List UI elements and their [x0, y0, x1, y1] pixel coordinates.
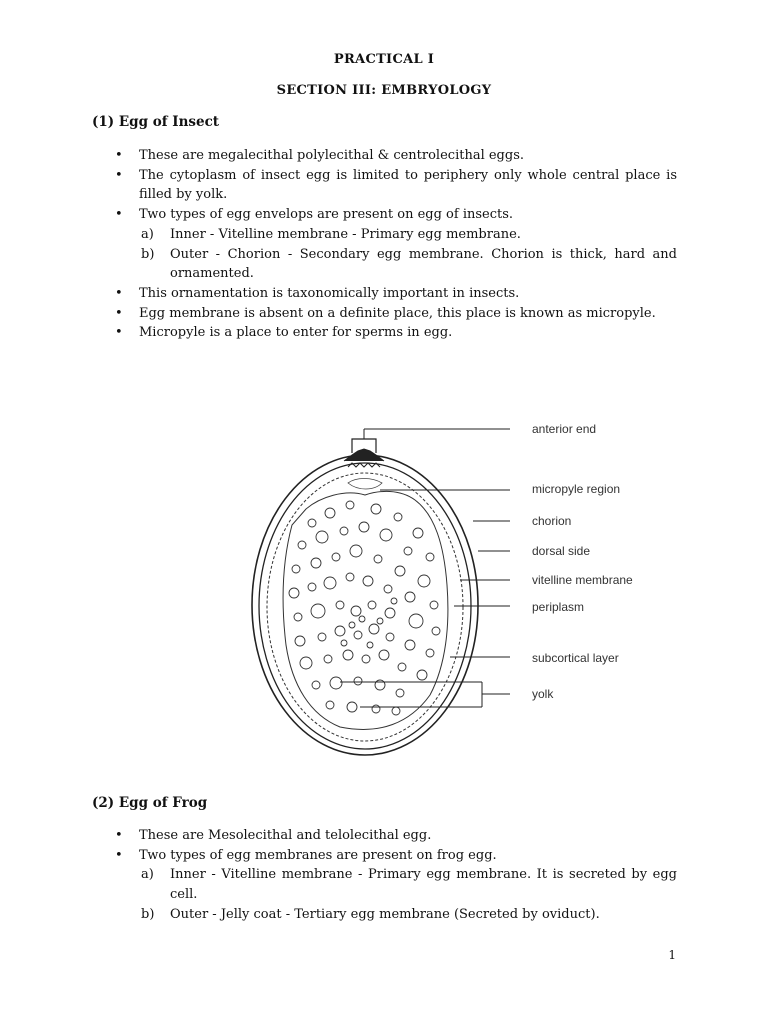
frog-heading: (2) Egg of Frog	[92, 795, 208, 811]
sub-mark: b)	[141, 906, 155, 922]
label-vitelline-membrane: vitelline membrane	[532, 573, 633, 587]
sub-list-item	[92, 225, 677, 245]
label-chorion: chorion	[532, 514, 572, 528]
sub-mark: a)	[141, 867, 154, 883]
sub-list-item	[92, 245, 677, 284]
sub-text: Inner - Vitelline membrane - Primary egg membrane. It is secreted by egg cell.	[170, 867, 677, 903]
list-item: • Egg membrane is absent on a definite place, this place is known as micropyle.	[92, 304, 677, 324]
vitelline-membrane-ring	[267, 473, 463, 741]
list-item: • This ornamentation is taxonomically important in insects.	[92, 284, 677, 304]
yolk-granules	[289, 501, 440, 715]
page-number: 1	[668, 948, 676, 962]
label-yolk: yolk	[532, 687, 554, 701]
label-anterior-end: anterior end	[532, 422, 597, 436]
sub-text: Outer - Chorion - Secondary egg membrane. Chorion is thick, hard and ornamented.	[170, 246, 677, 282]
insect-egg-diagram	[240, 405, 660, 770]
sub-mark: b)	[141, 246, 155, 262]
list-item: • These are Mesolecithal and telolecithal egg.	[92, 826, 677, 846]
sub-list-item	[92, 865, 677, 904]
section-title: SECTION III: EMBRYOLOGY	[276, 83, 492, 98]
label-subcortical-layer: subcortical layer	[532, 651, 619, 665]
sub-mark: a)	[141, 226, 154, 242]
leader-lines	[340, 429, 510, 707]
list-item: • Micropyle is a place to enter for sperms in egg.	[92, 323, 677, 343]
label-micropyle-region: micropyle region	[532, 482, 621, 496]
list-item: • Two types of egg envelops are present on egg of insects.	[92, 205, 677, 225]
list-item: • These are megalecithal polylecithal & centrolecithal eggs.	[92, 146, 677, 166]
micropyle-cap	[344, 449, 384, 461]
label-periplasm: periplasm	[532, 600, 585, 614]
sub-text: Inner - Vitelline membrane - Primary egg membrane.	[170, 226, 521, 242]
insect-heading: (1) Egg of Insect	[92, 114, 220, 130]
page-title: PRACTICAL I	[333, 52, 435, 67]
micropyle-region-shape	[348, 479, 382, 490]
sub-text: Outer - Jelly coat - Tertiary egg membrane (Secreted by oviduct).	[170, 906, 600, 922]
insect-list	[92, 146, 677, 343]
sub-list-item	[92, 905, 677, 925]
yolk-boundary	[283, 491, 448, 729]
list-item: • The cytoplasm of insect egg is limited to periphery only whole central place is filled by yolk.	[92, 166, 677, 205]
frog-list	[92, 826, 677, 925]
label-dorsal-side: dorsal side	[532, 544, 591, 558]
list-item: • Two types of egg membranes are present on frog egg.	[92, 846, 677, 866]
chorion-outer-ring	[252, 455, 478, 755]
chorion-inner-ring	[259, 463, 471, 749]
